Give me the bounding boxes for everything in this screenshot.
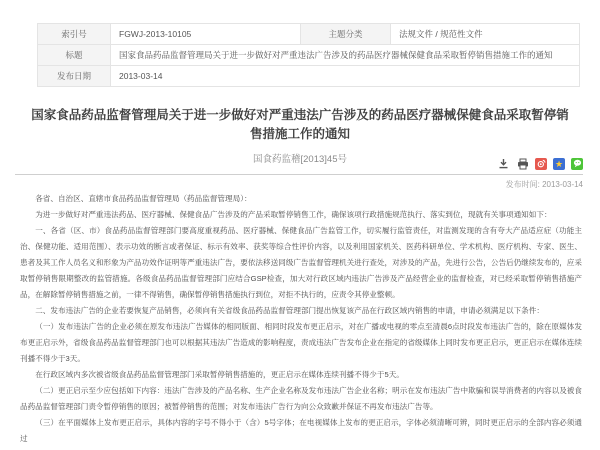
- print-icon[interactable]: [516, 157, 529, 170]
- category-label: 主题分类: [301, 24, 391, 45]
- document-number: 国食药监稽[2013]45号: [253, 154, 347, 165]
- index-label: 索引号: [38, 24, 111, 45]
- date-label: 发布日期: [38, 66, 111, 87]
- weibo-share-icon[interactable]: [535, 158, 547, 170]
- table-row: [38, 66, 580, 87]
- table-row: [38, 24, 580, 45]
- body-paragraph: 一、各省（区、市）食品药品监督管理部门要高度重视药品、医疗器械、保健食品广告监管工作，切实履行监管责任，对监测发现的含有夸大产品适应症（功能主治、保健功能、适用范围）、表示功效的断言或者保证、标示有效率、获奖等综合性评价内容，以及利用国家机关、医药科研单位、学术机构、医疗机构、专家、医生、患者及其工作人员名义和形象为产品功效作证明等严重违法广告，要依法移送同级广告监督管理机关进行查处，对涉及的产品，先进行公告，公告后仍继续发布的，应采取暂停销售限期整改的监管措施。各级食品药品监督管理部门应结合GSP检查，加大对行政区域内违法广告涉及产品经营企业的监督检查，对已经采取暂停销售措施产品，在解除暂停销售措施之前，一律不得销售，确保暂停销售措施执行到位，对拒不执行的，应责令其停业整顿。: [20, 226, 582, 299]
- action-toolbar: [497, 157, 583, 170]
- date-value: 2013-03-14: [111, 66, 580, 87]
- table-row: [38, 45, 580, 66]
- body-paragraph: 在行政区域内多次被省级食品药品监督管理部门采取暂停销售措施的，更正启示在媒体连续刊播不得少于5天。: [35, 370, 404, 379]
- category-value: 法规文件 / 规范性文件: [391, 24, 580, 45]
- publish-time-value: 2013-03-14: [542, 180, 583, 189]
- title-label: 标题: [38, 45, 111, 66]
- page-title: 国家食品药品监督管理局关于进一步做好对严重违法广告涉及的药品医疗器械保健食品采取暂停销售措施工作的通知: [31, 108, 569, 141]
- body-paragraph: （二）更正启示至少应包括如下内容：违法广告涉及的产品名称、生产企业名称及发布违法广告企业名称；明示在发布违法广告中欺骗和误导消费者的内容以及被食品药品监督管理部门责令暂停销售的原因；被暂停销售的范围；对发布违法广告行为向公众致歉并保证不再发布违法广告等。: [20, 386, 582, 411]
- divider: [15, 174, 583, 175]
- document-meta-table: [37, 23, 580, 87]
- body-paragraph: 二、发布违法广告的企业若要恢复产品销售，必须向有关省级食品药品监督管理部门提出恢复该产品在行政区域内销售的申请，申请必须满足以下条件：: [35, 306, 544, 315]
- body-paragraph: 为进一步做好对严重违法药品、医疗器械、保健食品广告涉及的产品采取暂停销售工作，确保该项行政措施规范执行、落实到位，现就有关事项通知如下：: [35, 210, 552, 219]
- index-value: FGWJ-2013-10105: [111, 24, 301, 45]
- body-paragraph: （三）在平面媒体上发布更正启示，具体内容的字号不得小于（含）5号字体；在电视媒体上发布的更正启示，字体必须清晰可辨，同时更正启示的全部内容必须通过: [20, 418, 582, 443]
- title-value: 国家食品药品监督管理局关于进一步做好对严重违法广告涉及的药品医疗器械保健食品采取暂停销售措施工作的通知: [111, 45, 580, 66]
- qzone-share-icon[interactable]: ★: [554, 158, 564, 169]
- publish-time: [506, 179, 583, 190]
- download-icon[interactable]: [497, 157, 510, 170]
- wechat-share-icon[interactable]: [571, 158, 583, 170]
- publish-time-label: 发布时间:: [505, 180, 540, 189]
- body-paragraph: 各省、自治区、直辖市食品药品监督管理局（药品监督管理局）：: [35, 194, 252, 203]
- document-body: [20, 191, 582, 447]
- body-paragraph: （一）发布违法广告的企业必须在原发布违法广告媒体的相同版面、相同时段发布更正启示，对在广播或电视的零点至清晨6点时段发布违法广告的，除在原媒体发布更正启示外，省级食品药品监督管理部门也可以根据其违法广告造成的影响程度，责成违法广告发布企业在指定的省级媒体上同时发布更正启示，更正启示在媒体连续刊播不得少于3天。: [20, 322, 582, 363]
